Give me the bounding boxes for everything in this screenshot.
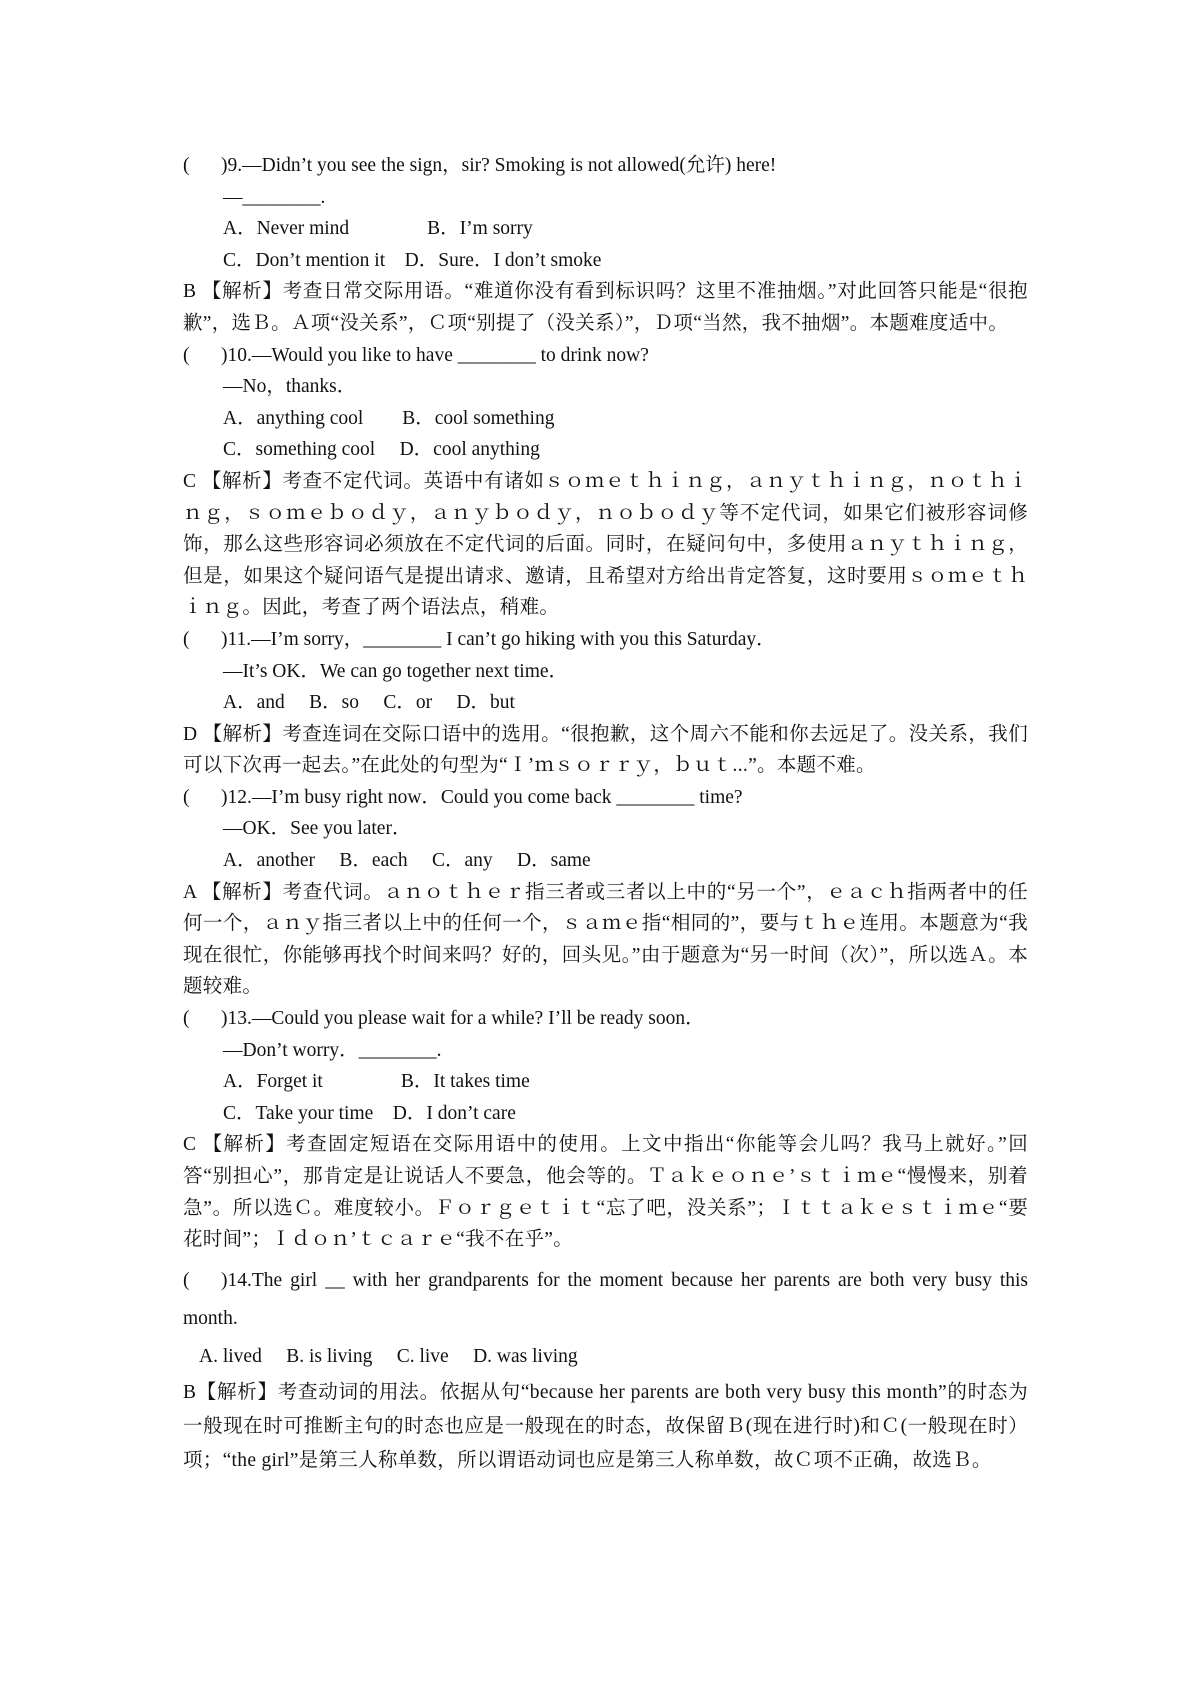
question-stem: )11.—I’m sorry，________ I can’t go hiking with you this Saturday．	[221, 628, 776, 650]
reply-line: —OK．See you later．	[223, 818, 412, 840]
option-line: A．and B．so C．or D．but	[223, 692, 515, 714]
explanation: C 【解析】考查固定短语在交际用语中的使用。上文中指出“你能等会儿吗？我马上就好。”回答“别担心”，那肯定是让说话人不要急，他会等的。Ｔａｋｅｏｎｅ’ｓｔｉｍｅ“慢慢来，别着急”。所以选Ｃ。难度较小。Ｆｏｒｇｅｔｉｔ“忘了吧，没关系”；Ｉｔｔａｋｅｓｔｉｍｅ“要花时间”；Ｉｄｏｎ’ｔｃａｒｅ“我不在乎”。	[183, 1134, 1028, 1251]
explanation: B【解析】考查动词的用法。依据从句“because her parents are both very busy this month”的时态为一般现在时可推断主句的时态也应是一般现在的时态，故保留Ｂ(现在进行时)和Ｃ(一般现在时）项；“the girl”是第三人称单数，所以谓语动词也应是第三人称单数，故Ｃ项不正确，故选Ｂ。	[183, 1381, 1028, 1471]
question-11	[183, 624, 1028, 656]
question-stem: )9.—Didn’t you see the sign，sir? Smoking is not allowed(允许) here!	[221, 155, 777, 176]
option-line: C．Don’t mention it D．Sure．I don’t smoke	[223, 249, 602, 271]
answer-paren: (	[183, 1269, 190, 1291]
option-line: C．something cool D．cool anything	[223, 439, 540, 461]
reply-line: —Don’t worry．________.	[223, 1039, 442, 1061]
question-14	[183, 1262, 1028, 1338]
answer-paren: (	[183, 786, 190, 808]
question-13	[183, 1003, 1028, 1035]
question-stem: )10.—Would you like to have ________ to drink now?	[221, 344, 649, 366]
question-9	[183, 150, 1028, 182]
answer-paren: (	[183, 628, 190, 650]
answer-paren: (	[183, 344, 190, 366]
answer-paren: (	[183, 1008, 190, 1030]
option-line: A．Never mind B．I’m sorry	[223, 218, 533, 240]
reply-line: —No，thanks．	[223, 376, 357, 398]
question-stem: )13.—Could you please wait for a while? I’ll be ready soon．	[221, 1008, 705, 1030]
reply-line: —It’s OK．We can go together next time．	[223, 660, 569, 682]
option-line: A．Forget it B．It takes time	[223, 1071, 530, 1093]
option-line: A．anything cool B．cool something	[223, 407, 555, 429]
question-stem: )14.The girl __ with her grandparents for the moment because her parents are both very busy this month.	[183, 1269, 1028, 1329]
question-stem: )12.—I’m busy right now．Could you come back ________ time?	[221, 786, 743, 808]
document-page	[183, 150, 1028, 1478]
option-line: A. lived B. is living C. live D. was living	[199, 1345, 578, 1367]
reply-line: —________.	[223, 186, 326, 208]
answer-paren: (	[183, 155, 190, 176]
explanation: D 【解析】考查连词在交际口语中的选用。“很抱歉，这个周六不能和你去远足了。没关系，我们可以下次再一起去。”在此处的句型为“Ｉ’ｍｓｏｒｒｙ，ｂｕｔ...”。本题不难。	[183, 723, 1028, 777]
explanation: C 【解析】考查不定代词。英语中有诸如ｓｏｍｅｔｈｉｎｇ，ａｎｙｔｈｉｎｇ，ｎｏｔｈｉｎｇ，ｓｏｍｅｂｏｄｙ，ａｎｙｂｏｄｙ，ｎｏｂｏｄｙ等不定代词，如果它们被形容词修饰，那么这些形容词必须放在不定代词的后面。同时，在疑问句中，多使用ａｎｙｔｈｉｎｇ，但是，如果这个疑问语气是提出请求、邀请，且希望对方给出肯定答复，这时要用ｓｏｍｅｔｈｉｎｇ。因此，考查了两个语法点，稍难。	[183, 470, 1028, 619]
option-line: C．Take your time D．I don’t care	[223, 1102, 516, 1124]
question-12	[183, 782, 1028, 814]
option-line: A．another B．each C．any D．same	[223, 850, 591, 872]
question-10	[183, 340, 1028, 372]
explanation: A 【解析】考查代词。ａｎｏｔｈｅｒ指三者或三者以上中的“另一个”，ｅａｃｈ指两者中的任何一个，ａｎｙ指三者以上中的任何一个，ｓａｍｅ指“相同的”，要与ｔｈｅ连用。本题意为“我现在很忙，你能够再找个时间来吗？好的，回头见。”由于题意为“另一时间（次）”，所以选Ａ。本题较难。	[183, 881, 1028, 998]
explanation: B 【解析】考查日常交际用语。“难道你没有看到标识吗？这里不准抽烟。”对此回答只能是“很抱歉”，选Ｂ。Ａ项“没关系”，Ｃ项“别提了（没关系）”，Ｄ项“当然，我不抽烟”。本题难度适中。	[183, 281, 1028, 334]
